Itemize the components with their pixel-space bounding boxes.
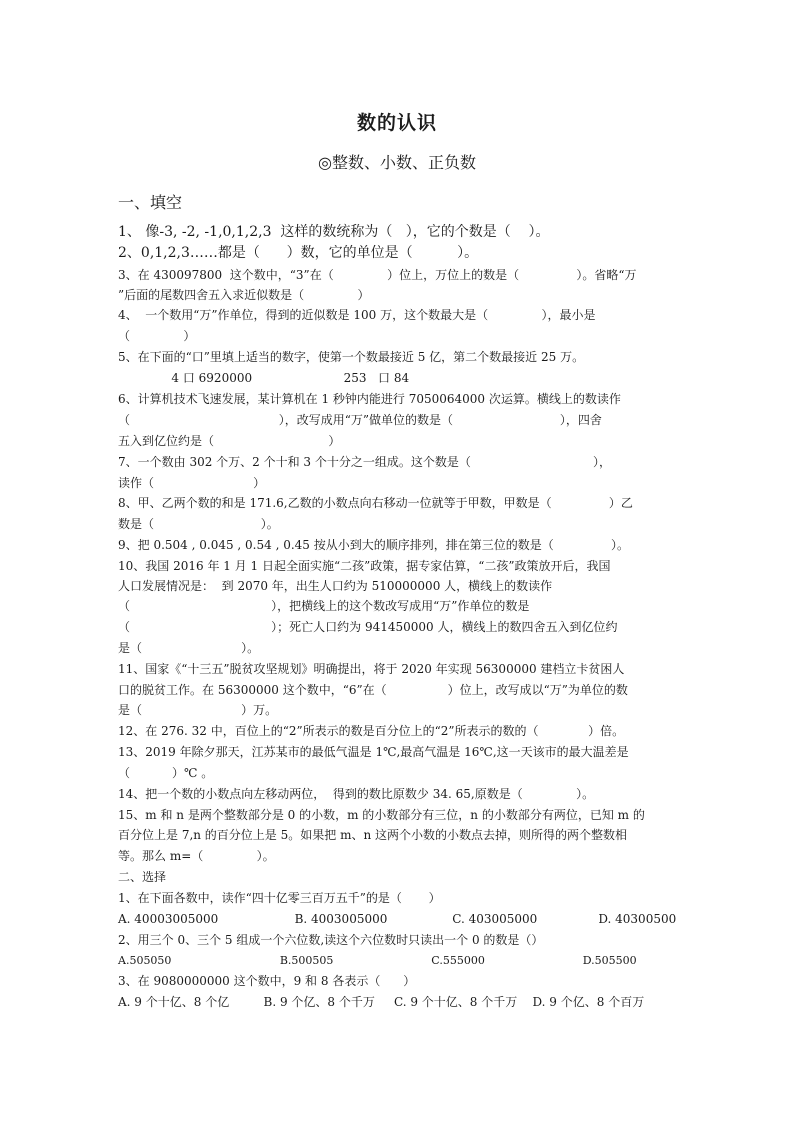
question-line: 4 口 6920000 253 口 84 <box>118 371 410 385</box>
section-heading-choice: 二、选择 <box>118 870 167 884</box>
question-line: 3、在 9080000000 这个数中，9 和 8 各表示（ ） <box>118 974 416 988</box>
question-line: 9、把 0.504 , 0.045 , 0.54 , 0.45 按从小到大的顺序排列，排在第三位的数是（ ）。 <box>118 538 629 552</box>
question-line: （ ）℃ 。 <box>118 766 214 780</box>
question-line: 百分位上是 7,n 的百分位上是 5。如果把 m、n 这两个小数的小数点去掉，则所得的两个整数相 <box>118 828 627 842</box>
answer-options: A.505050 B.500505 C.555000 D.505500 <box>118 954 637 967</box>
question-line: 5、在下面的“口”里填上适当的数字，使第一个数最接近 5 亿，第二个数最接近 25 万。 <box>118 350 585 364</box>
question-line: 1、在下面各数中，读作“四十亿零三百万五千”的是（ ） <box>118 891 441 905</box>
question-line: 2、0,1,2,3……都是（ ）数，它的单位是（ ）。 <box>118 245 479 261</box>
question-line: 五入到亿位约是（ ） <box>118 434 341 448</box>
question-line: 等。那么 m=（ ）。 <box>118 849 275 863</box>
question-line: 是（ ）。 <box>118 641 260 655</box>
question-line: ”后面的尾数四舍五入求近似数是（ ） <box>118 288 370 302</box>
question-line: 数是（ ）。 <box>118 517 279 531</box>
question-line: 1、 像-3, -2, -1,0,1,2,3 这样的数统称为（ ），它的个数是（ ）。 <box>118 224 550 240</box>
question-line: 11、国家《“十三五”脱贫攻坚规划》明确提出，将于 2020 年实现 56300000 建档立卡贫困人 <box>118 662 625 676</box>
question-line: （ ）；死亡人口约为 941450000 人，横线上的数四舍五入到亿位约 <box>118 620 618 634</box>
question-line: 7、一个数由 302 个万、2 个十和 3 个十分之一组成。这个数是（ ）， <box>118 455 611 469</box>
answer-options: A. 40003005000 B. 4003005000 C. 403005000 D. 40300500 <box>118 912 677 926</box>
question-line: 人口发展情况是： 到 2070 年，出生人口约为 510000000 人，横线上的数读作 <box>118 579 553 593</box>
question-line: 口的脱贫工作。在 56300000 这个数中，“6”在（ ）位上，改写成以“万”为单位的数 <box>118 683 628 697</box>
page-subtitle: ◎整数、小数、正负数 <box>318 153 476 172</box>
question-line: 10、我国 2016 年 1 月 1 日起全面实施“二孩”政策，据专家估算，“二孩”政策放开后，我国 <box>118 559 611 573</box>
question-line: 2、用三个 0、三个 5 组成一个六位数,读这个六位数时只读出一个 0 的数是（） <box>118 933 544 947</box>
question-line: 6、计算机技术飞速发展，某计算机在 1 秒钟内能进行 7050064000 次运算。横线上的数读作 <box>118 392 621 406</box>
section-heading-fill-blank: 一、填空 <box>118 193 183 212</box>
page-title: 数的认识 <box>356 112 437 134</box>
question-line: （ ），改写成用“万”做单位的数是（ ），四舍 <box>118 413 602 427</box>
question-line: 13、2019 年除夕那天，江苏某市的最低气温是 1℃,最高气温是 16℃,这一天该市的最大温差是 <box>118 745 629 759</box>
question-line: 14、把一个数的小数点向左移动两位， 得到的数比原数少 34. 65,原数是（ ）。 <box>118 787 595 801</box>
answer-options: A. 9 个十亿、8 个亿 B. 9 个亿、8 个千万 C. 9 个十亿、8 个千万 D. 9 个亿、8 个百万 <box>118 995 645 1009</box>
question-line: 12、在 276. 32 中，百位上的“2”所表示的数是百分位上的“2”所表示的数的（ ）倍。 <box>118 724 625 738</box>
question-line: （ ） <box>118 329 196 343</box>
question-line: 4、 一个数用“万”作单位，得到的近似数是 100 万，这个数最大是（ ），最小是 <box>118 308 596 322</box>
question-line: 8、甲、乙两个数的和是 171.6,乙数的小数点向右移动一位就等于甲数，甲数是（ ）乙 <box>118 496 633 510</box>
question-line: 15、m 和 n 是两个整数部分是 0 的小数，m 的小数部分有三位，n 的小数部分有两位，已知 m 的 <box>118 808 645 822</box>
question-line: 读作（ ） <box>118 476 266 490</box>
question-line: （ ），把横线上的这个数改写成用“万”作单位的数是 <box>118 599 530 613</box>
question-line: 是（ ）万。 <box>118 703 278 717</box>
question-line: 3、在 430097800 这个数中，“3”在（ ）位上，万位上的数是（ ）。省略“万 <box>118 268 637 282</box>
